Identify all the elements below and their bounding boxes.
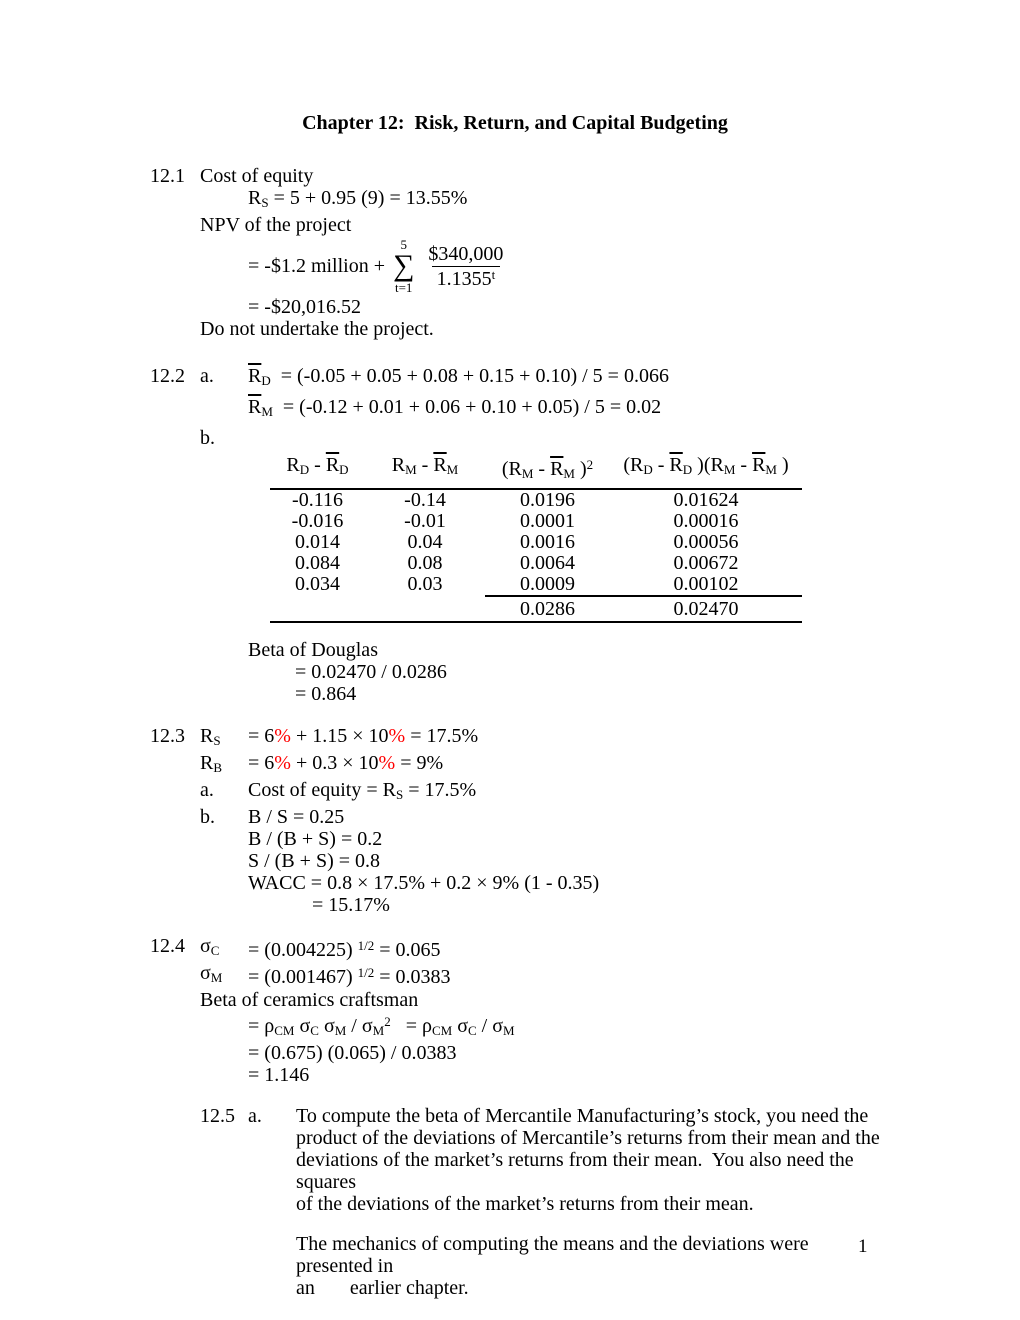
rs-label: RS [200,725,221,748]
section-number: 12.5 [200,1105,235,1127]
paragraph-line: an earlier chapter. [296,1277,469,1299]
table-header: RM - $\overline{R}M$ [391,454,459,477]
beta-substitution: = (0.675) (0.065) / 0.0383 [248,1042,457,1064]
table-cell: -0.14 [404,489,446,511]
formula-prefix: = -$1.2 million + [248,254,391,277]
table-cell-empty [270,595,365,621]
page-number: 1 [858,1236,868,1257]
beta-result: = 0.864 [295,683,357,705]
section-12-2 [150,363,880,705]
page-title: Chapter 12: Risk, Return, and Capital Budgeting [302,112,728,134]
summation-lower-limit: t=1 [394,280,413,295]
section-12-4 [150,935,880,1086]
table-cell: 0.08 [407,552,443,574]
fraction-denominator: 1.1355$^t$ [432,266,501,291]
table-row [270,574,802,595]
section-12-5 [150,1105,880,1299]
paragraph-line: To compute the beta of Mercantile Manufacturing’s stock, you need the [296,1105,869,1127]
equity-weight: S / (B + S) = 0.8 [248,850,381,872]
rs-equation: = 6% + 1.15 × 10% = 17.5% [248,725,479,747]
beta-label: Beta of Douglas [248,639,378,661]
beta-value: = 1.146 [248,1064,310,1086]
table-header: ($RM - \overline{R}M$ )$^2$ [501,457,594,481]
conclusion-text: Do not undertake the project. [200,318,434,340]
sigma-c-equation: = (0.004225) $^{1/2}$ = 0.065 [248,938,441,961]
table-cell: 0.00102 [673,573,739,595]
sigma-m-label: σM [200,962,223,985]
table-cell: 0.0009 [520,573,575,595]
table-header: ($RD - \overline{R}D$ )($RM - \overline{R}M$ ) [623,454,789,477]
debt-equity-ratio: B / S = 0.25 [248,806,345,828]
table-cell: 0.00016 [673,510,739,532]
item-letter-a: a. [200,365,214,387]
fraction-numerator: $340,000 [428,242,504,265]
fraction [423,242,508,291]
table-cell: 0.00672 [673,552,739,574]
npv-formula [248,236,880,296]
section-number: 12.3 [150,725,185,747]
table-row [270,511,802,532]
section-heading: Cost of equity [200,165,314,187]
cost-of-equity-text: Cost of equity = RS = 17.5% [248,779,477,802]
paragraph-line: of the deviations of the market’s returns from their mean. [296,1193,754,1215]
table-cell: 0.0016 [520,531,575,553]
paragraph-line: product of the deviations of Mercantile’s returns from their mean and the [296,1127,880,1149]
paragraph-gap [296,1215,880,1233]
equation-mean-rd: $\overline{R}D = (-0.05 + 0.05 + 0.08 + 0.15 + 0.10) / 5 = 0.066$ [248,365,669,388]
table-cell: 0.0001 [520,510,575,532]
denominator-exponent: t [491,266,496,282]
table-header-row [270,453,802,490]
npv-label: NPV of the project [200,214,352,236]
paragraph-line: The mechanics of computing the means and the deviations were presented in [296,1233,814,1277]
table-cell: 0.084 [295,552,340,574]
section-12-3 [150,725,880,916]
npv-result: = -$20,016.52 [248,296,361,318]
item-letter-a: a. [200,779,214,801]
paragraph-line: deviations of the market’s returns from their mean. You also need the squares [296,1149,859,1193]
section-12-1 [150,165,880,340]
table-cell: -0.01 [404,510,446,532]
table-cell: 0.014 [295,531,340,553]
table-sum-cell: 0.0286 [485,595,610,621]
sigma-icon: ∑ [393,249,415,282]
section-number: 12.1 [150,165,185,187]
wacc-result: = 15.17% [312,894,390,916]
beta-formula: = ρCM σC $\sigma M / \sigma M^2 = \rho CM$ σC / σM [248,1014,515,1038]
deviation-table [270,453,802,623]
equation-cost-of-equity: RS = 5 + 0.95 (9) = 13.55% [248,187,468,210]
sigma-c-label: σC [200,935,220,958]
summation-symbol [393,238,414,294]
table-row [270,490,802,511]
table-cell: 0.01624 [673,489,739,511]
table-cell: -0.016 [291,510,344,532]
explanation-paragraphs [296,1105,880,1299]
beta-ceramics-label: Beta of ceramics craftsman [200,989,419,1011]
table-cell: 0.03 [407,573,443,595]
section-number: 12.2 [150,365,185,387]
table-cell: 0.00056 [673,531,739,553]
table-row [270,532,802,553]
table-cell: 0.0196 [520,489,575,511]
table-cell: 0.0064 [520,552,575,574]
item-letter-a: a. [248,1105,262,1127]
table-row [270,553,802,574]
table-header: RD - $\overline{R}D$ [286,454,349,477]
rb-label: RB [200,752,223,775]
wacc-equation: WACC = 0.8 × 17.5% + 0.2 × 9% (1 - 0.35) [248,872,600,894]
equation-mean-rm: $\overline{R}M = (-0.12 + 0.01 + 0.06 + 0.10 + 0.05) / 5 = 0.02$ [248,396,662,419]
item-letter-b: b. [200,427,215,449]
table-sum-cell: 0.02470 [610,595,802,621]
table-cell: -0.116 [292,489,343,511]
beta-calculation: = 0.02470 / 0.0286 [295,661,447,683]
table-sum-row [270,595,802,623]
rb-equation: = 6% + 0.3 × 10% = 9% [248,752,444,774]
sigma-m-equation: = (0.001467) $^{1/2}$ = 0.0383 [248,965,451,988]
table-cell-empty [365,595,485,621]
section-number: 12.4 [150,935,185,957]
table-cell: 0.04 [407,531,443,553]
debt-weight: B / (B + S) = 0.2 [248,828,383,850]
item-letter-b: b. [200,806,215,828]
beta-of-douglas-block [150,639,880,705]
summation-upper-limit: 5 [400,237,407,252]
table-cell: 0.034 [295,573,340,595]
